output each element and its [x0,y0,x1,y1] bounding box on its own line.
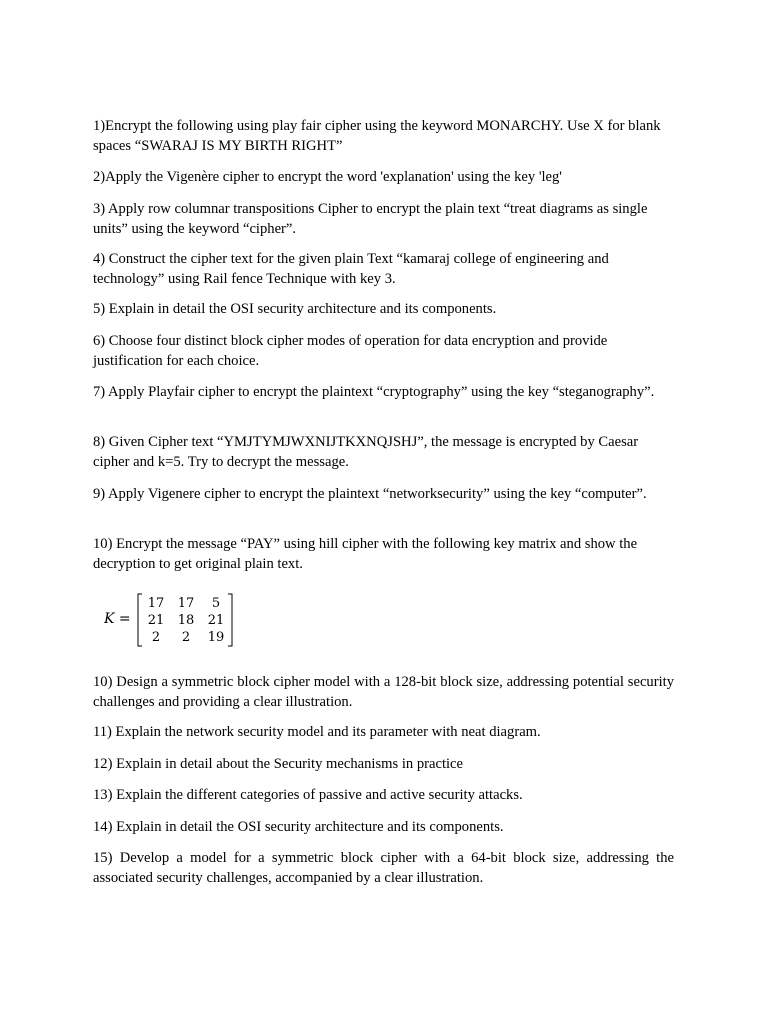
question-1: 1)Encrypt the following using play fair cipher using the keyword MONARCHY. Use X for blank spaces “SWARAJ IS MY BIRTH RIGHT” [93,118,661,154]
question-14: 14) Explain in detail the OSI security architecture and its components. [93,819,504,835]
matrix-cell: 18 [177,613,195,628]
key-matrix [104,592,244,648]
matrix-cell: 21 [207,613,225,628]
question-13: 13) Explain the different categories of passive and active security attacks. [93,787,523,803]
matrix-cell: 21 [147,613,165,628]
matrix-cell: 17 [147,596,165,611]
question-12: 12) Explain in detail about the Security mechanisms in practice [93,756,464,772]
matrix-cell: 2 [151,630,161,645]
matrix-cell: 19 [207,630,225,645]
question-10-design: 10) Design a symmetric block cipher model with a 128-bit block size, addressing potential security challenges and providing a clear illustration. [93,674,674,710]
matrix-cell: 5 [211,596,221,611]
question-11: 11) Explain the network security model and its parameter with neat diagram. [93,724,541,740]
matrix-label: K = [104,611,131,627]
question-8: 8) Given Cipher text “YMJTYMJWXNIJTKXNQJSHJ”, the message is encrypted by Caesar cipher and k=5. Try to decrypt the message. [93,434,639,470]
question-3: 3) Apply row columnar transpositions Cipher to encrypt the plain text “treat diagrams as single units” using the keyword “cipher”. [93,201,648,237]
question-5: 5) Explain in detail the OSI security architecture and its components. [93,301,497,317]
matrix-cell: 2 [181,630,191,645]
left-bracket [138,594,142,646]
question-9: 9) Apply Vigenere cipher to encrypt the plaintext “networksecurity” using the key “computer”. [93,486,647,502]
question-7: 7) Apply Playfair cipher to encrypt the plaintext “cryptography” using the key “steganography”. [93,384,655,400]
right-bracket [228,594,232,646]
question-6: 6) Choose four distinct block cipher modes of operation for data encryption and provide justification for each choice. [93,333,608,369]
question-4: 4) Construct the cipher text for the given plain Text “kamaraj college of engineering and technology” using Rail fence Technique with key 3. [93,251,609,287]
matrix-cell: 17 [177,596,195,611]
question-10-hill: 10) Encrypt the message “PAY” using hill cipher with the following key matrix and show the decryption to get original plain text. [93,536,638,572]
question-15: 15) Develop a model for a symmetric block cipher with a 64-bit block size, addressing the associated security challenges, accompanied by a clear illustration. [93,850,674,886]
question-2: 2)Apply the Vigenère cipher to encrypt the word 'explanation' using the key 'leg' [93,169,562,185]
